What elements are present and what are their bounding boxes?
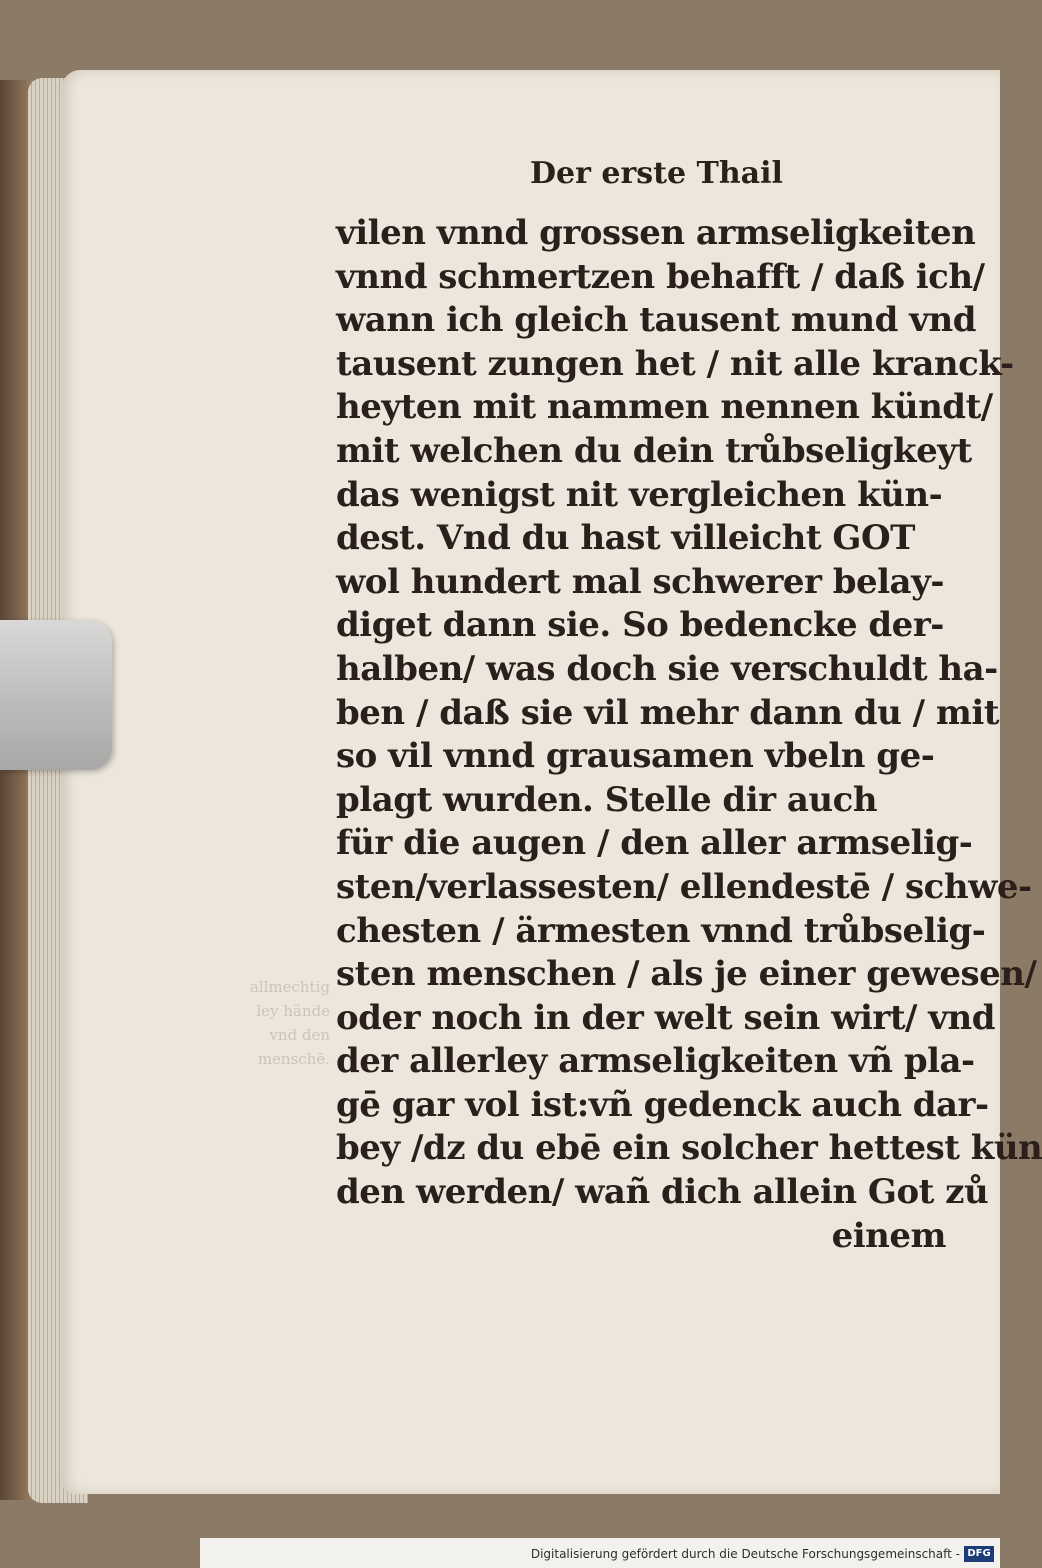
text-line: halben/ was doch sie verschuldt ha- <box>336 648 998 689</box>
bookmark-strip <box>0 620 112 770</box>
text-line: vilen vnnd grossen armseligkeiten <box>336 213 976 253</box>
text-line: plagt wurden. Stelle dir auch <box>336 779 878 820</box>
body-text <box>336 212 1042 1258</box>
dfg-logo: DFG <box>964 1546 994 1562</box>
text-line: chesten / ärmesten vnnd trůbselig- <box>336 910 986 951</box>
text-line: bey /dz du ebē ein solcher hettest kün <box>336 1128 1042 1169</box>
text-line: den werden/ wañ dich allein Got zů <box>336 1172 989 1213</box>
text-line: oder noch in der welt sein wirt/ vnd <box>336 997 996 1038</box>
text-line: das wenigst nit vergleichen kün- <box>336 474 943 515</box>
text-line: der allerley armseligkeiten vñ pla- <box>336 1041 975 1082</box>
text-line: mit welchen du dein trůbseligkeyt <box>336 430 972 471</box>
bleed-through-line: vnd den <box>269 1026 330 1044</box>
text-line: sten menschen / als je einer gewesen/ <box>336 954 1037 995</box>
bleed-through-line: ley hände <box>256 1002 330 1020</box>
text-line: diget dann sie. So bedencke der- <box>336 605 944 646</box>
text-line: so vil vnnd grausamen vbeln ge- <box>336 736 935 777</box>
text-line: dest. Vnd du hast villeicht GOT <box>336 518 915 559</box>
text-line: gē gar vol ist:vñ gedenck auch dar- <box>336 1084 989 1125</box>
text-line: tausent zungen het / nit alle kranck- <box>336 343 1014 384</box>
text-line: heyten mit nammen nennen kündt/ <box>336 387 993 428</box>
running-head: Der erste Thail <box>530 156 783 191</box>
text-line: wann ich gleich tausent mund vnd <box>336 300 977 341</box>
text-line: vnnd schmertzen behafft / daß ich/ <box>336 256 985 297</box>
text-line: sten/verlassesten/ ellendestē / schwe- <box>336 866 1032 907</box>
text-line: für die augen / den aller armselig- <box>336 823 973 864</box>
bleed-through-line: allmechtig <box>249 978 330 996</box>
bleed-through-text <box>180 975 330 1095</box>
text-line: wol hundert mal schwerer belay- <box>336 561 944 602</box>
bleed-through-line: menschē. <box>257 1050 330 1068</box>
text-line: ben / daß sie vil mehr dann du / mit <box>336 692 999 733</box>
catchword: einem <box>831 1215 946 1256</box>
funding-credit: Digitalisierung gefördert durch die Deutsche Forschungsgemeinschaft - <box>530 1547 960 1561</box>
